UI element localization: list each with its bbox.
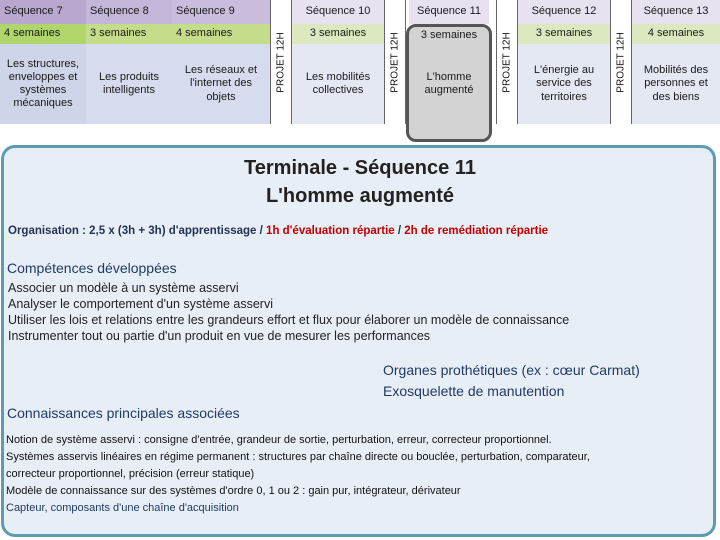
seq9-duration: 4 semaines [172, 24, 270, 44]
competences-heading: Compétences développées [7, 260, 177, 276]
seq13-topic: Mobilités des personnes et des biens [632, 44, 720, 124]
competence-item: Analyser le comportement d'un système asservi [8, 297, 273, 311]
example-item: Exosquelette de manutention [383, 383, 565, 399]
connaissance-item: Notion de système asservi : consigne d'entrée, grandeur de sortie, perturbation, erreur, correcteur proportionnel. [6, 434, 552, 446]
seq10-header[interactable]: Séquence 10 [292, 0, 384, 24]
seq8-topic: Les produits intelligents [86, 44, 172, 124]
competence-item: Associer un modèle à un système asservi [8, 281, 239, 295]
projet-column-3 [496, 0, 518, 124]
seq11-header[interactable]: Séquence 11 [409, 0, 489, 24]
seq11-duration: 3 semaines [420, 28, 478, 41]
projet-column-1 [270, 0, 292, 124]
projet-column-2 [384, 0, 406, 124]
seq9-header[interactable]: Séquence 9 [172, 0, 270, 24]
competence-item: Instrumenter tout ou partie d'un produit en vue de mesurer les performances [8, 329, 431, 343]
seq13-header[interactable]: Séquence 13 [632, 0, 720, 24]
seq13-duration: 4 semaines [632, 24, 720, 44]
seq8-duration: 3 semaines [86, 24, 172, 44]
seq12-topic: L'énergie au service des territoires [518, 44, 610, 124]
seq9-topic: Les réseaux et l'internet des objets [172, 44, 270, 124]
projet-label-2: PROJET 12H [389, 31, 401, 93]
seq7-duration: 4 semaines [0, 24, 86, 44]
seq7-topic: Les structures, enveloppes et systèmes mécaniques [0, 44, 86, 124]
projet-label-4: PROJET 12H [615, 31, 627, 93]
organisation-remediation: 2h de remédiation répartie [404, 225, 549, 237]
connaissance-item: Capteur, composants d'une chaîne d'acquisition [6, 502, 239, 514]
example-item: Organes prothétiques (ex : cœur Carmat) [383, 362, 640, 378]
organisation-separator: / [394, 225, 405, 237]
organisation-line [8, 225, 548, 237]
projet-column-4 [610, 0, 632, 124]
organisation-evaluation: 1h d'évaluation répartie [266, 225, 395, 237]
seq12-header[interactable]: Séquence 12 [518, 0, 610, 24]
page-title-line2: L'homme augmenté [265, 185, 455, 207]
page-title-line1: Terminale - Séquence 11 [244, 157, 476, 179]
projet-label-3: PROJET 12H [501, 31, 513, 93]
seq8-header[interactable]: Séquence 8 [86, 0, 172, 24]
connaissance-item: Systèmes asservis linéaires en régime permanent : structures par chaîne directe ou bouclée, perturbation, comparateur, [6, 451, 590, 463]
seq7-header[interactable]: Séquence 7 [0, 0, 86, 24]
seq12-duration: 3 semaines [518, 24, 610, 44]
seq10-topic: Les mobilités collectives [292, 44, 384, 124]
seq11-topic: L'homme augmenté [424, 70, 474, 96]
connaissance-item: correcteur proportionnel, précision (erreur statique) [6, 468, 255, 480]
organisation-prefix: Organisation : 2,5 x (3h + 3h) d'apprentissage / [8, 225, 267, 237]
connaissances-heading: Connaissances principales associées [7, 405, 240, 421]
competence-item: Utiliser les lois et relations entre les grandeurs effort et flux pour élaborer un modèle de connaissance [8, 313, 570, 327]
seq10-duration: 3 semaines [292, 24, 384, 44]
projet-label-1: PROJET 12H [275, 31, 287, 93]
connaissance-item: Modèle de connaissance sur des systèmes d'ordre 0, 1 ou 2 : gain pur, intégrateur, dérivateur [6, 485, 461, 497]
